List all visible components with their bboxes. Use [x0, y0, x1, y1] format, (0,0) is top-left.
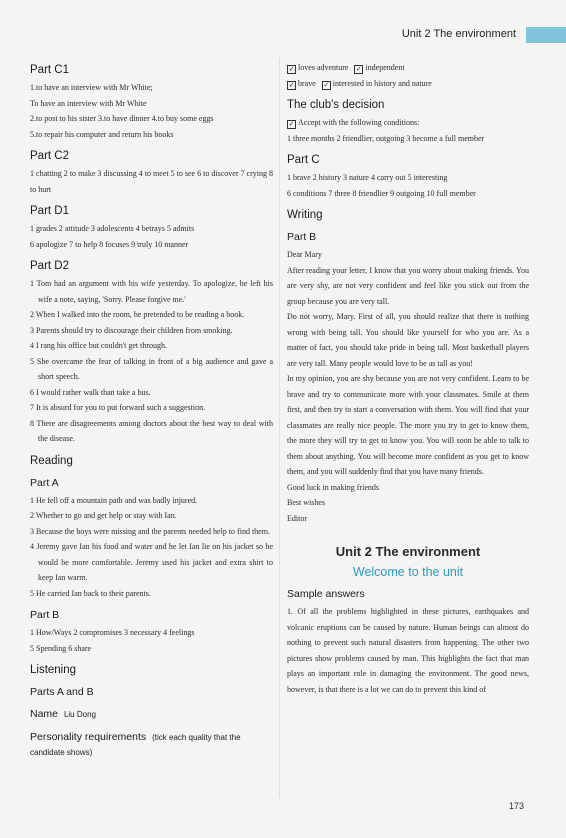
quality: interested in history and nature — [332, 78, 432, 88]
heading-reading-part-b: Part B — [30, 609, 60, 621]
personality-label: Personality requirements — [30, 730, 147, 743]
letter-paragraph: After reading your letter, I know that you worry about making friends. You are very shy, are not very confident and feel like you stick out from the group because you are very tall. — [287, 265, 529, 306]
page-number: 173 — [509, 801, 525, 811]
checkbox-icon: ✓ — [356, 65, 362, 73]
heading-part-c2: Part C2 — [30, 150, 69, 162]
d2-item: 4 I rang his office but couldn't get through. — [30, 341, 168, 350]
qualities-row — [287, 76, 529, 92]
checkbox-icon: ✓ — [288, 80, 295, 89]
checkbox-icon: ✓ — [288, 65, 295, 73]
unit-title: Unit 2 The environment — [335, 544, 481, 559]
personality-row — [30, 730, 273, 761]
quality: loves adventure — [298, 63, 349, 72]
heading-writing-part-b: Part B — [287, 231, 317, 243]
d2-item: 6 I would rather walk than take a bus. — [30, 387, 151, 397]
reading-a-item: 2 Whether to go and get help or stay with Ian. — [30, 511, 177, 520]
reading-a-item: 3 Because the boys were missing and the parents needed help to find them. — [30, 526, 270, 536]
qualities-row — [287, 60, 529, 76]
c1-line: 2.to post to his sister 3.to have dinner 4.to buy some eggs — [30, 114, 214, 123]
letter-closing: Good luck in making friends — [287, 482, 379, 492]
reading-b-line: 1 How/Ways 2 compromises 3 necessary 4 feelings — [30, 628, 195, 637]
heading-part-d1: Part D1 — [30, 205, 69, 217]
personality-note: (tick each quality that the candidate shows) — [30, 732, 241, 757]
heading-reading-part-a: Part A — [30, 476, 59, 489]
heading-club-decision: The club's decision — [287, 99, 385, 111]
d2-item: 5 She overcame the fear of talking in front of a big audience and gave a short speech. — [30, 356, 273, 381]
heading-sample-answers: Sample answers — [287, 588, 365, 600]
name-value: Liu Dong — [63, 710, 96, 719]
club-decision-line: ✓ Accept with the following conditions: — [288, 118, 420, 128]
d2-item: 8 There are disagreements among doctors about the best way to deal with the disease. — [30, 418, 273, 443]
name-row — [30, 707, 273, 723]
d1-line: 1 grades 2 attitude 3 adolescents 4 betrays 5 admits — [30, 224, 195, 233]
heading-listening: Listening — [30, 664, 77, 676]
c1-line: 1.to have an interview with Mr White; — [30, 83, 153, 92]
part-c-line: 6 conditions 7 three 8 friendlier 9 outgoing 10 full member — [287, 188, 476, 198]
right-column — [287, 60, 529, 697]
quality: brave — [298, 78, 316, 88]
c1-line: 5.to repair his computer and return his books — [30, 129, 174, 139]
name-label: Name — [30, 708, 59, 720]
reading-a-item: 4 Jeremy gave Ian his food and water and he let Ian lie on his jacket so he would be more comfortable. Jeremy used his jacket and extra shirt to keep Ian warm. — [30, 542, 273, 582]
checkbox-icon: ✓ — [323, 80, 330, 89]
club-decision-line: 1 three months 2 friendlier, outgoing 3 become a full member — [287, 133, 485, 143]
heading-reading: Reading — [30, 454, 73, 467]
header-title: Unit 2 The environment — [401, 28, 516, 40]
sample-answer-text: 1. Of all the problems highlighted in these pictures, earthquakes and volcanic eruptions can be caused by nature. Human beings can almost do nothing to prevent such natural disasters from happening. The other two pictures show problems caused by man. This highlights the fact that man plays an important role in damaging the environment. The good news, however, is that there is a lot we can do to prevent this kind of — [287, 607, 529, 694]
d2-item: 3 Parents should try to discourage their children from smoking. — [30, 325, 233, 335]
letter-signature: Editor — [287, 513, 307, 523]
heading-part-c: Part C — [287, 154, 320, 166]
part-c-line: 1 brave 2 history 3 nature 4 carry out 5 interesting — [287, 173, 448, 182]
d2-item: 1 Tom had an argument with his wife yesterday. To apologize, he left his wife a note, saying, 'Sorry. Please forgive me.' — [30, 279, 273, 304]
heading-part-c1: Part C1 — [30, 64, 69, 76]
c2-line: 1 chatting 2 to make 3 discussing 4 to meet 5 to see 6 to discover 7 crying 8 to hurt — [30, 169, 273, 194]
column-divider — [279, 58, 280, 798]
quality: independent — [365, 63, 405, 72]
heading-writing: Writing — [287, 209, 323, 221]
reading-a-item: 5 He carried Ian back to their parents. — [30, 588, 151, 598]
left-column — [30, 58, 273, 763]
d1-line: 6 apologize 7 to help 8 focuses 9 truly 10 manner — [30, 239, 189, 249]
reading-a-item: 1 He fell off a mountain path and was badly injured. — [30, 495, 198, 505]
welcome-heading: Welcome to the unit — [352, 565, 464, 579]
header-color-tab — [526, 27, 566, 43]
c1-line: To have an interview with Mr White — [30, 98, 147, 108]
letter-paragraph: In my opinion, you are shy because you are not very confident. Learn to be brave and try to communicate more with your classmates. Smile at them first, and then try to start a conversation with them. You will find that your classmates are really nice people. The more you try to get to know them, the more they will try to get to know you. You will soon be able to talk to them about anything. You will become more confident as you get to know them, and you will suddenly find that you have many friends. — [287, 374, 529, 476]
letter-salutation: Dear Mary — [287, 250, 322, 259]
d2-item: 2 When I walked into the room, he pretended to be reading a book. — [30, 310, 245, 319]
reading-b-line: 5 Spending 6 share — [30, 643, 92, 653]
heading-parts-a-b: Parts A and B — [30, 686, 94, 698]
letter-paragraph: Do not worry, Mary. First of all, you should realize that there is nothing wrong with being tall. You should like yourself for who you are. As a matter of fact, you should take pride in being tall. Most basketball players are very tall. Many people would love to be as tall as you! — [287, 312, 529, 368]
checkbox-icon: ✓ — [288, 120, 295, 128]
heading-part-d2: Part D2 — [30, 260, 69, 272]
letter-closing: Best wishes — [287, 498, 325, 507]
d2-item: 7 It is absurd for you to put forward such a suggestion. — [30, 403, 206, 412]
